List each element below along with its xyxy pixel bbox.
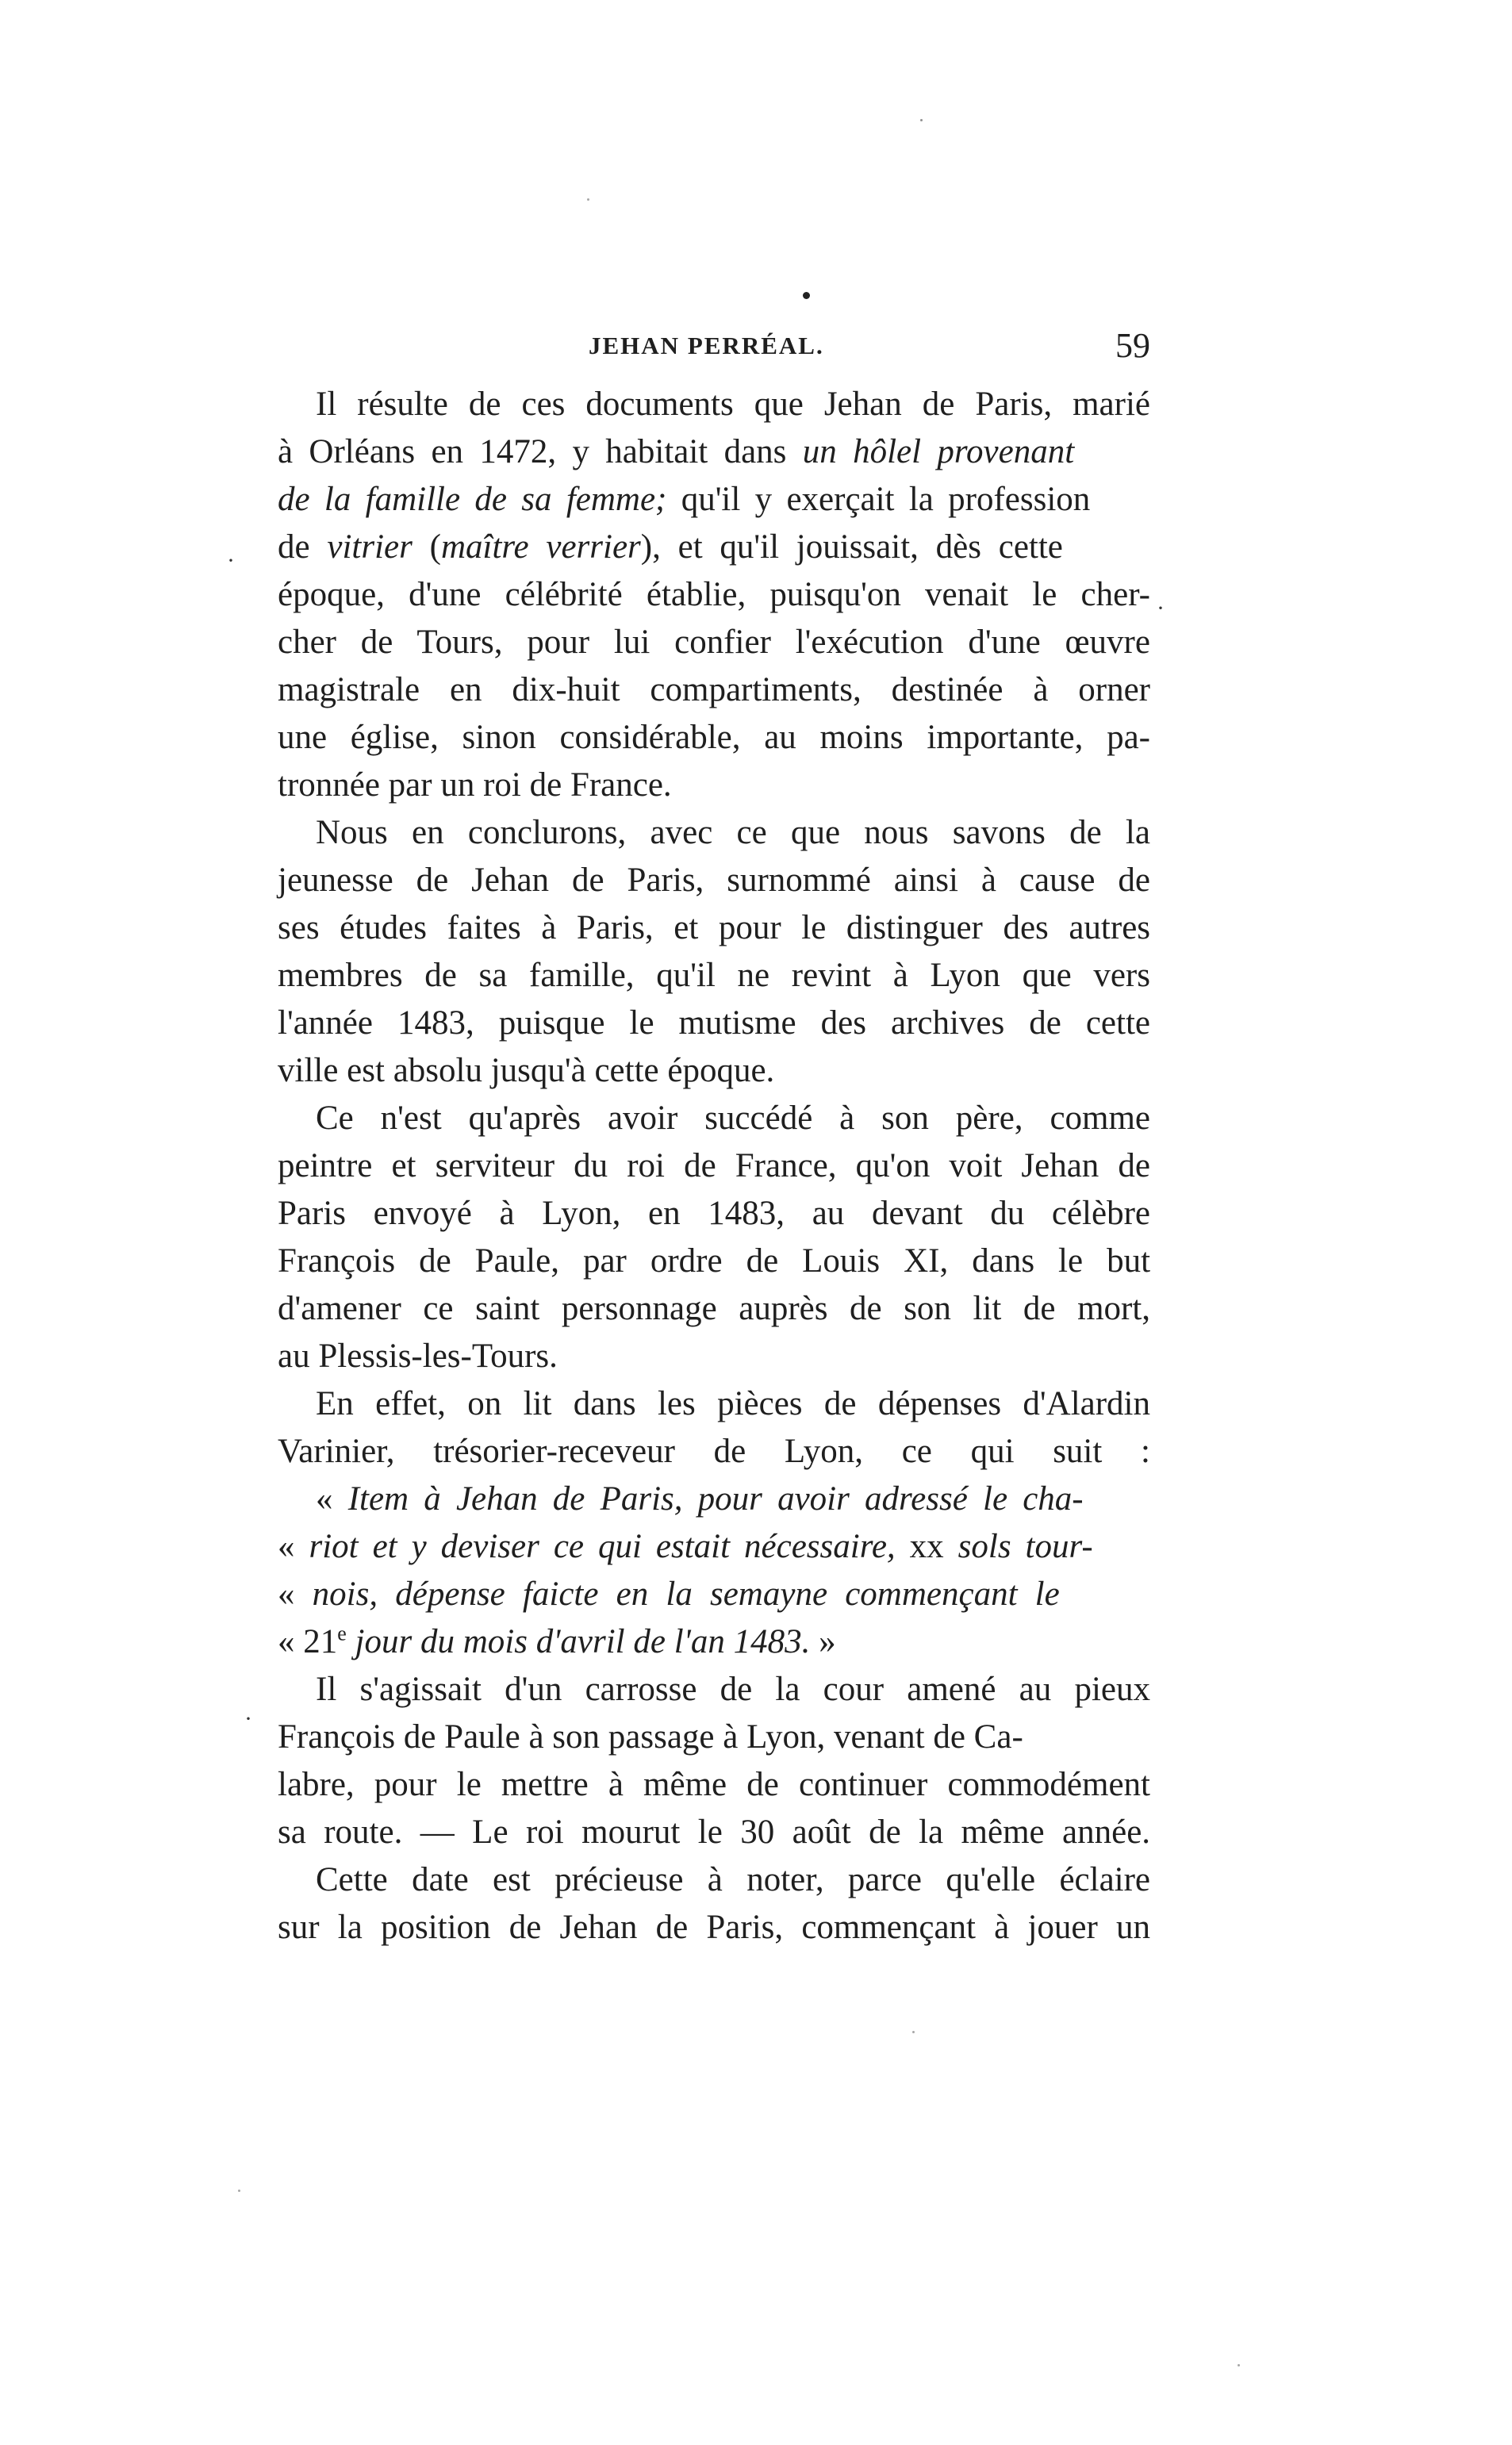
ink-speck [1238,2364,1240,2366]
text-line: l'année 1483, puisque le mutisme des archives de cette [278,1004,1150,1042]
text-line: de la famille de sa femme; qu'il y exerçait la profession [278,481,1091,518]
margin-mark: · [1157,595,1165,621]
text-line: ses études faites à Paris, et pour le distinguer des autres [278,909,1151,946]
text-line: membres de sa famille, qu'il ne revint à Lyon que vers [278,957,1150,994]
text-line: une église, sinon considérable, au moins importante, pa- [278,719,1150,756]
text-line: magistrale en dix-huit compartiments, destinée à orner [278,671,1150,708]
margin-mark: · [227,547,235,574]
text-line: jeunesse de Jehan de Paris, surnommé ainsi à cause de [278,862,1150,899]
text-line: cher de Tours, pour lui confier l'exécution d'une œuvre [278,624,1150,661]
ink-speck [238,2190,240,2192]
text-line: Varinier, trésorier-receveur de Lyon, ce qui suit : [278,1433,1150,1470]
body-text [278,381,1150,1952]
text-line: En effet, on lit dans les pièces de dépenses d'Alardin [316,1385,1151,1422]
text-line: Il s'agissait d'un carrosse de la cour amené au pieux [316,1671,1150,1708]
text-line: d'amener ce saint personnage auprès de son lit de mort, [278,1290,1151,1327]
text-line: sa route. — Le roi mourut le 30 août de la même année. [278,1814,1151,1851]
text-line: à Orléans en 1472, y habitait dans un hôlel provenant [278,433,1075,470]
ink-speck [920,119,923,121]
quote-line: « riot et y deviser ce qui estait nécessaire, xx sols tour- [278,1528,1093,1565]
ink-speck [803,292,810,299]
text-line: ville est absolu jusqu'à cette époque. [278,1052,775,1089]
ink-speck [912,2031,915,2033]
text-line: sur la position de Jehan de Paris, commençant à jouer un [278,1909,1151,1946]
text-line: au Plessis-les-Tours. [278,1338,558,1375]
quote-line: « 21e jour du mois d'avril de l'an 1483. » [278,1622,836,1660]
ink-speck [587,198,589,201]
running-header [278,325,1150,381]
text-line: Nous en conclurons, avec ce que nous savons de la [316,814,1150,851]
text-line: labre, pour le mettre à même de continuer commodément [278,1766,1150,1803]
quote-line: « nois, dépense faicte en la semayne commençant le [278,1576,1060,1613]
text-line: Cette date est précieuse à noter, parce qu'elle éclaire [316,1861,1151,1898]
text-line: époque, d'une célébrité établie, puisqu'on venait le cher- [278,576,1150,613]
margin-mark: · [244,1706,252,1732]
text-line: François de Paule à son passage à Lyon, venant de Ca- [278,1718,1023,1756]
quote-line: « Item à Jehan de Paris, pour avoir adressé le cha- [316,1480,1084,1518]
text-line: tronnée par un roi de France. [278,766,672,804]
text-line: Il résulte de ces documents que Jehan de Paris, marié [316,386,1150,423]
text-line: Paris envoyé à Lyon, en 1483, au devant du célèbre [278,1195,1150,1232]
text-line: François de Paule, par ordre de Louis XI, dans le but [278,1242,1151,1280]
page-number: 59 [1115,326,1150,365]
text-line: peintre et serviteur du roi de France, qu'on voit Jehan de [278,1147,1150,1184]
text-line: de vitrier (maître verrier), et qu'il jouissait, dès cette [278,528,1063,566]
running-title: JEHAN PERRÉAL. [589,332,824,359]
text-line: Ce n'est qu'après avoir succédé à son père, comme [316,1100,1151,1137]
